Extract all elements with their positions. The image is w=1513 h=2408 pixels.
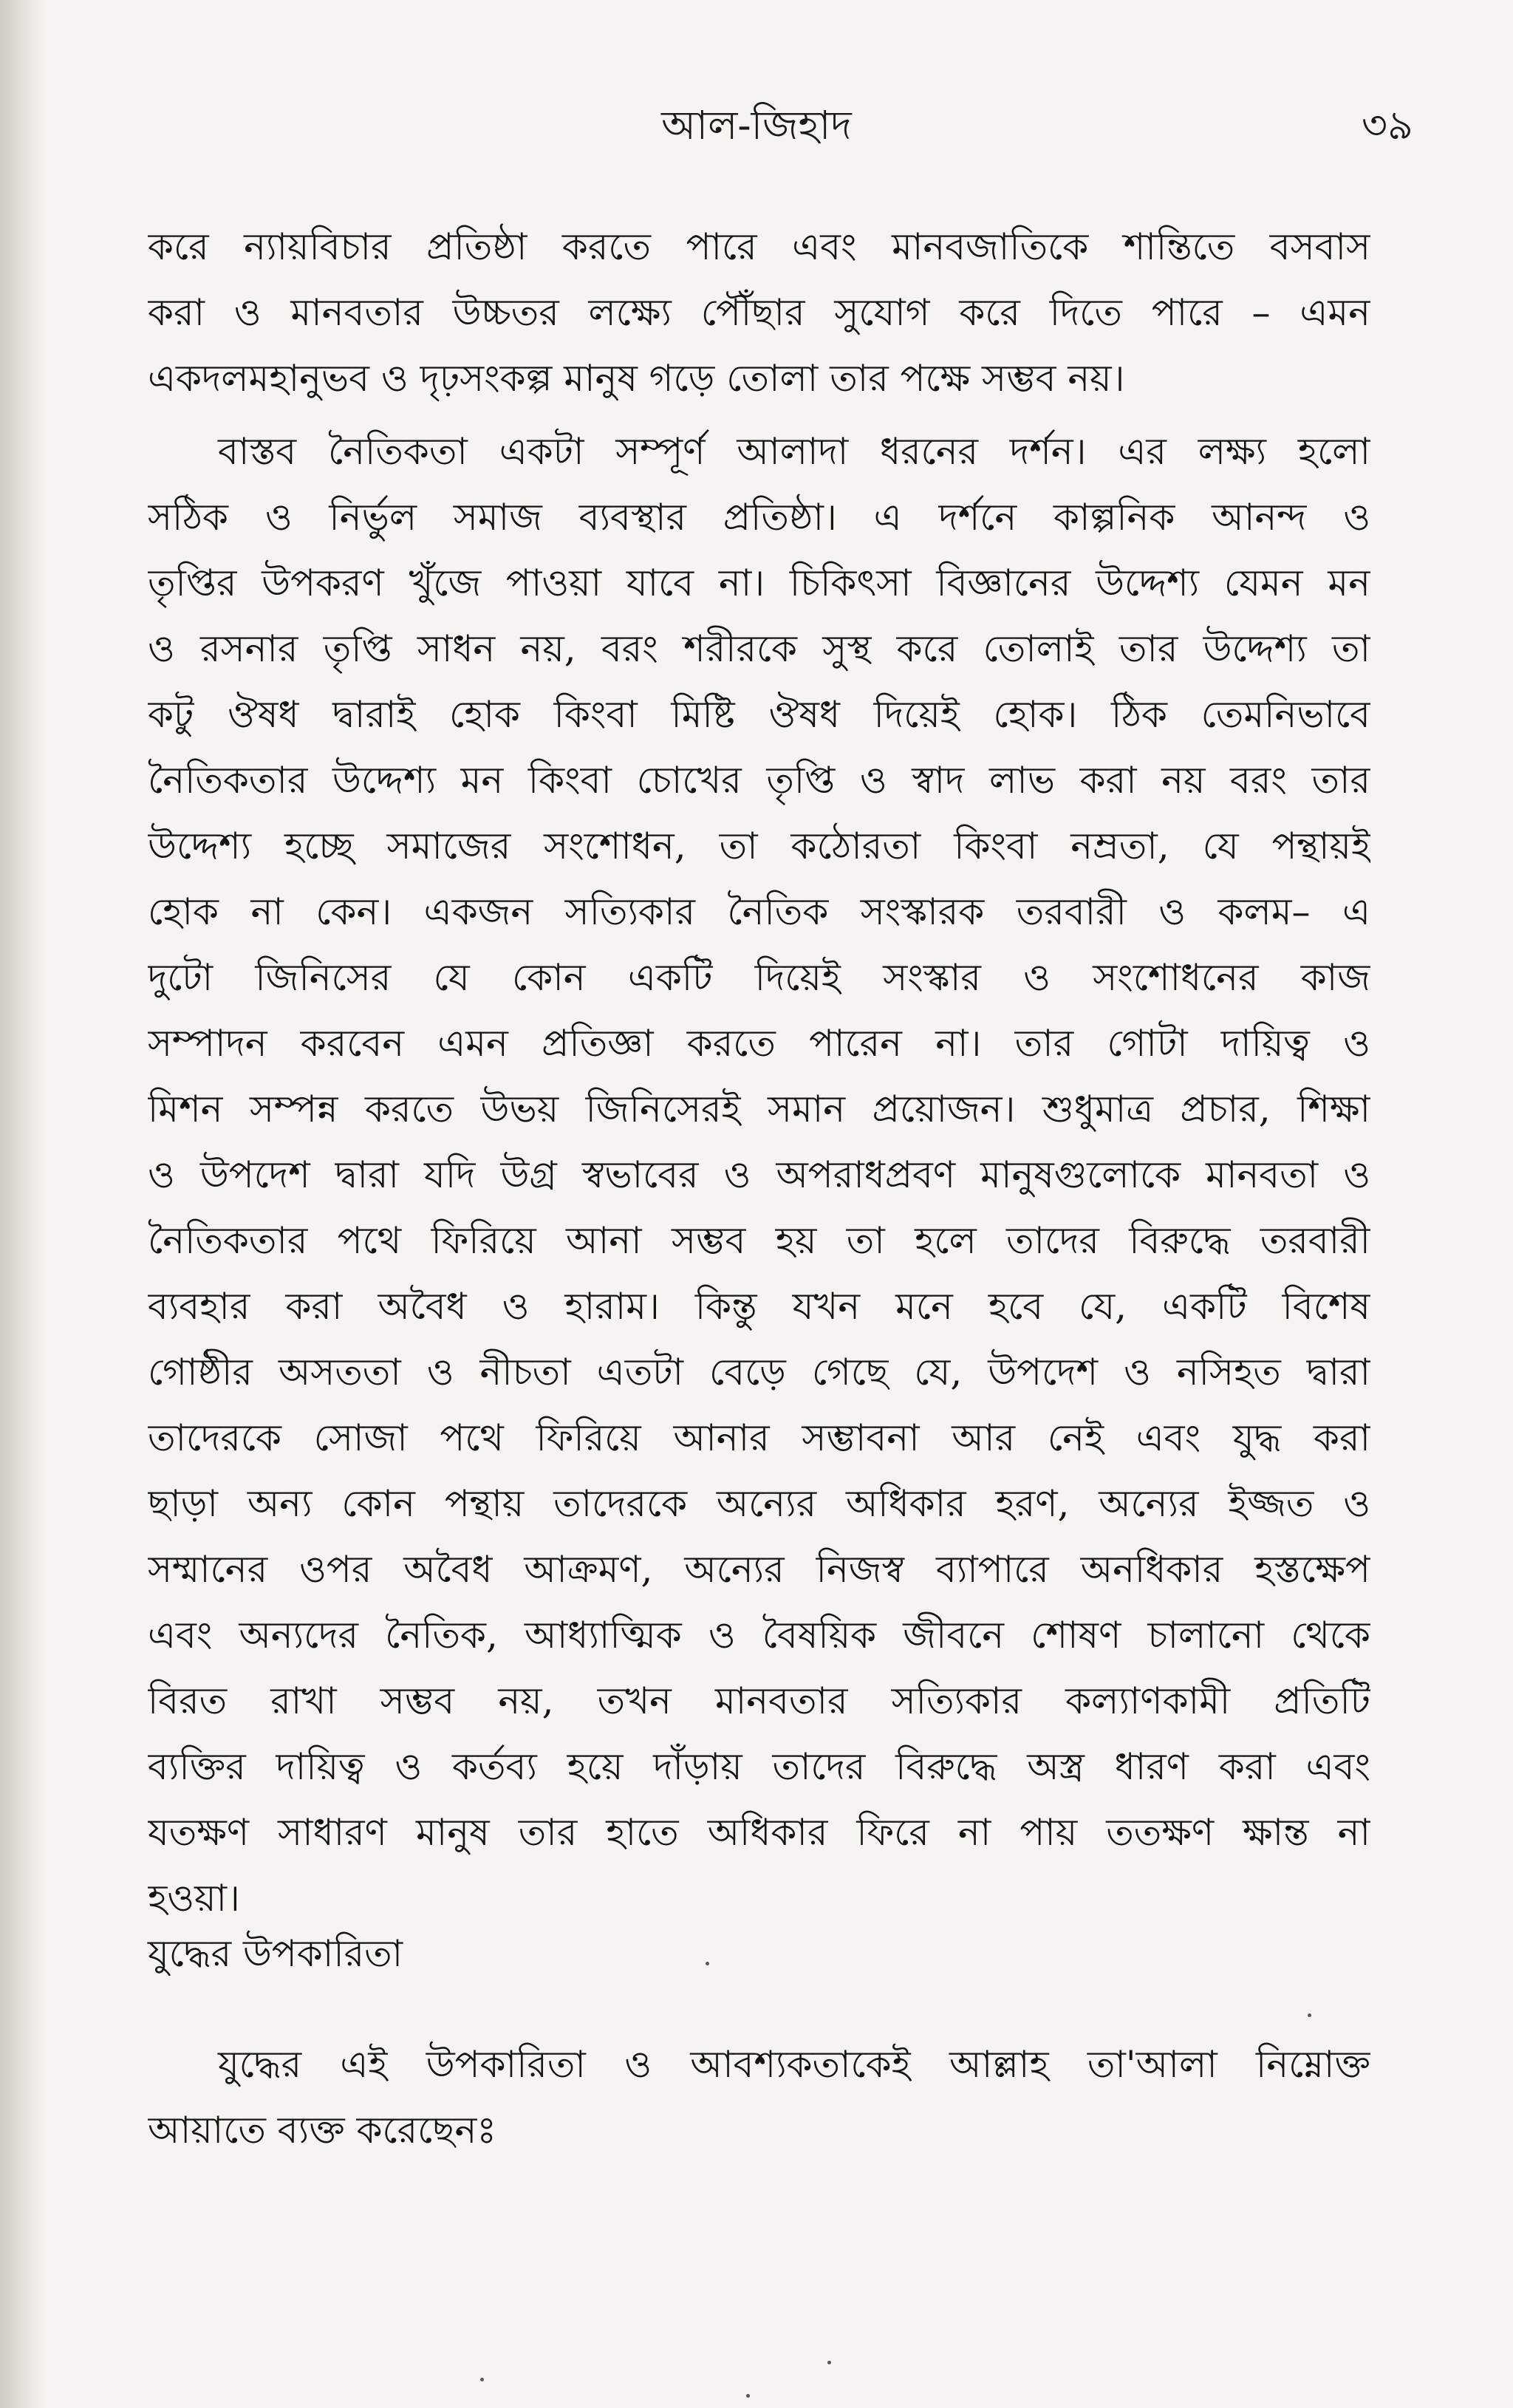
text-line: ছাড়া অন্য কোন পন্থায় তাদেরকে অন্যের অধিকার হরণ, অন্যের ইজ্জত ও xyxy=(148,1482,1370,1525)
scan-speck xyxy=(480,2378,484,2381)
text-line: আয়াতে ব্যক্ত করেছেনঃ xyxy=(148,2109,497,2152)
scan-speck xyxy=(746,2394,750,2398)
running-title: আল-জিহাদ xyxy=(661,102,852,149)
text-line: দুটো জিনিসের যে কোন একটি দিয়েই সংস্কার ও সংশোধনের কাজ xyxy=(148,956,1370,999)
body-text xyxy=(148,214,1370,1931)
text-line: ব্যক্তির দায়িত্ব ও কর্তব্য হয়ে দাঁড়ায় তাদের বিরুদ্ধে অস্ত্র ধারণ করা এবং xyxy=(148,1745,1370,1788)
text-line: বিরত রাখা সম্ভব নয়, তখন মানবতার সত্যিকার কল্যাণকামী প্রতিটি xyxy=(148,1679,1370,1722)
text-line: হোক না কেন। একজন সত্যিকার নৈতিক সংস্কারক তরবারী ও কলম– এ xyxy=(148,890,1370,933)
text-line: সম্মানের ওপর অবৈধ আক্রমণ, অন্যের নিজস্ব ব্যাপারে অনধিকার হস্তক্ষেপ xyxy=(148,1548,1370,1591)
text-line: ও রসনার তৃপ্তি সাধন নয়, বরং শরীরকে সুস্থ করে তোলাই তার উদ্দেশ্য তা xyxy=(148,627,1370,670)
text-line: কটু ঔষধ দ্বারাই হোক কিংবা মিষ্টি ঔষধ দিয়েই হোক। ঠিক তেমনিভাবে xyxy=(148,693,1370,736)
text-line: নৈতিকতার উদ্দেশ্য মন কিংবা চোখের তৃপ্তি ও স্বাদ লাভ করা নয় বরং তার xyxy=(148,759,1370,802)
text-line: তৃপ্তির উপকরণ খুঁজে পাওয়া যাবে না। চিকিৎসা বিজ্ঞানের উদ্দেশ্য যেমন মন xyxy=(148,562,1370,604)
running-header xyxy=(0,96,1513,155)
text-line: গোষ্ঠীর অসততা ও নীচতা এতটা বেড়ে গেছে যে, উপদেশ ও নসিহত দ্বারা xyxy=(148,1351,1370,1394)
text-line: নৈতিকতার পথে ফিরিয়ে আনা সম্ভব হয় তা হলে তাদের বিরুদ্ধে তরবারী xyxy=(148,1219,1370,1262)
text-line: এবং অন্যদের নৈতিক, আধ্যাত্মিক ও বৈষয়িক জীবনে শোষণ চালানো থেকে xyxy=(148,1614,1370,1657)
text-line: হওয়া। xyxy=(148,1877,240,1920)
text-line: করা ও মানবতার উচ্চতর লক্ষ্যে পৌঁছার সুযোগ করে দিতে পারে – এমন xyxy=(148,291,1370,334)
scan-speck xyxy=(1308,2013,1311,2017)
spine-shadow xyxy=(0,0,44,2408)
closing-paragraph xyxy=(148,2032,1370,2163)
text-line: মিশন সম্পন্ন করতে উভয় জিনিসেরই সমান প্রয়োজন। শুধুমাত্র প্রচার, শিক্ষা xyxy=(148,1088,1370,1130)
text-line: ও উপদেশ দ্বারা যদি উগ্র স্বভাবের ও অপরাধপ্রবণ মানুষগুলোকে মানবতা ও xyxy=(148,1153,1370,1196)
text-line: যতক্ষণ সাধারণ মানুষ তার হাতে অধিকার ফিরে না পায় ততক্ষণ ক্ষান্ত না xyxy=(148,1811,1370,1854)
text-line: একদলমহানুভব ও দৃঢ়সংকল্প মানুষ গড়ে তোলা তার পক্ষে সম্ভব নয়। xyxy=(148,357,1125,400)
text-line: সঠিক ও নির্ভুল সমাজ ব্যবস্থার প্রতিষ্ঠা। এ দর্শনে কাল্পনিক আনন্দ ও xyxy=(148,496,1370,539)
text-line: তাদেরকে সোজা পথে ফিরিয়ে আনার সম্ভাবনা আর নেই এবং যুদ্ধ করা xyxy=(148,1416,1370,1459)
text-line: করে ন্যায়বিচার প্রতিষ্ঠা করতে পারে এবং মানবজাতিকে শান্তিতে বসবাস xyxy=(148,225,1370,268)
scan-speck xyxy=(827,2361,831,2364)
text-line: যুদ্ধের এই উপকারিতা ও আবশ্যকতাকেই আল্লাহ তা'আলা নিম্নোক্ত xyxy=(218,2043,1370,2086)
scan-speck xyxy=(706,1962,709,1965)
text-line: উদ্দেশ্য হচ্ছে সমাজের সংশোধন, তা কঠোরতা কিংবা নম্রতা, যে পন্থায়ই xyxy=(148,825,1370,867)
page-number: ৩৯ xyxy=(1361,102,1413,149)
text-line: ব্যবহার করা অবৈধ ও হারাম। কিন্তু যখন মনে হবে যে, একটি বিশেষ xyxy=(148,1285,1370,1328)
section-heading: যুদ্ধের উপকারিতা xyxy=(148,1932,403,1975)
text-line: বাস্তব নৈতিকতা একটা সম্পূর্ণ আলাদা ধরনের দর্শন। এর লক্ষ্য হলো xyxy=(218,430,1370,473)
text-line: সম্পাদন করবেন এমন প্রতিজ্ঞা করতে পারেন না। তার গোটা দায়িত্ব ও xyxy=(148,1022,1370,1065)
